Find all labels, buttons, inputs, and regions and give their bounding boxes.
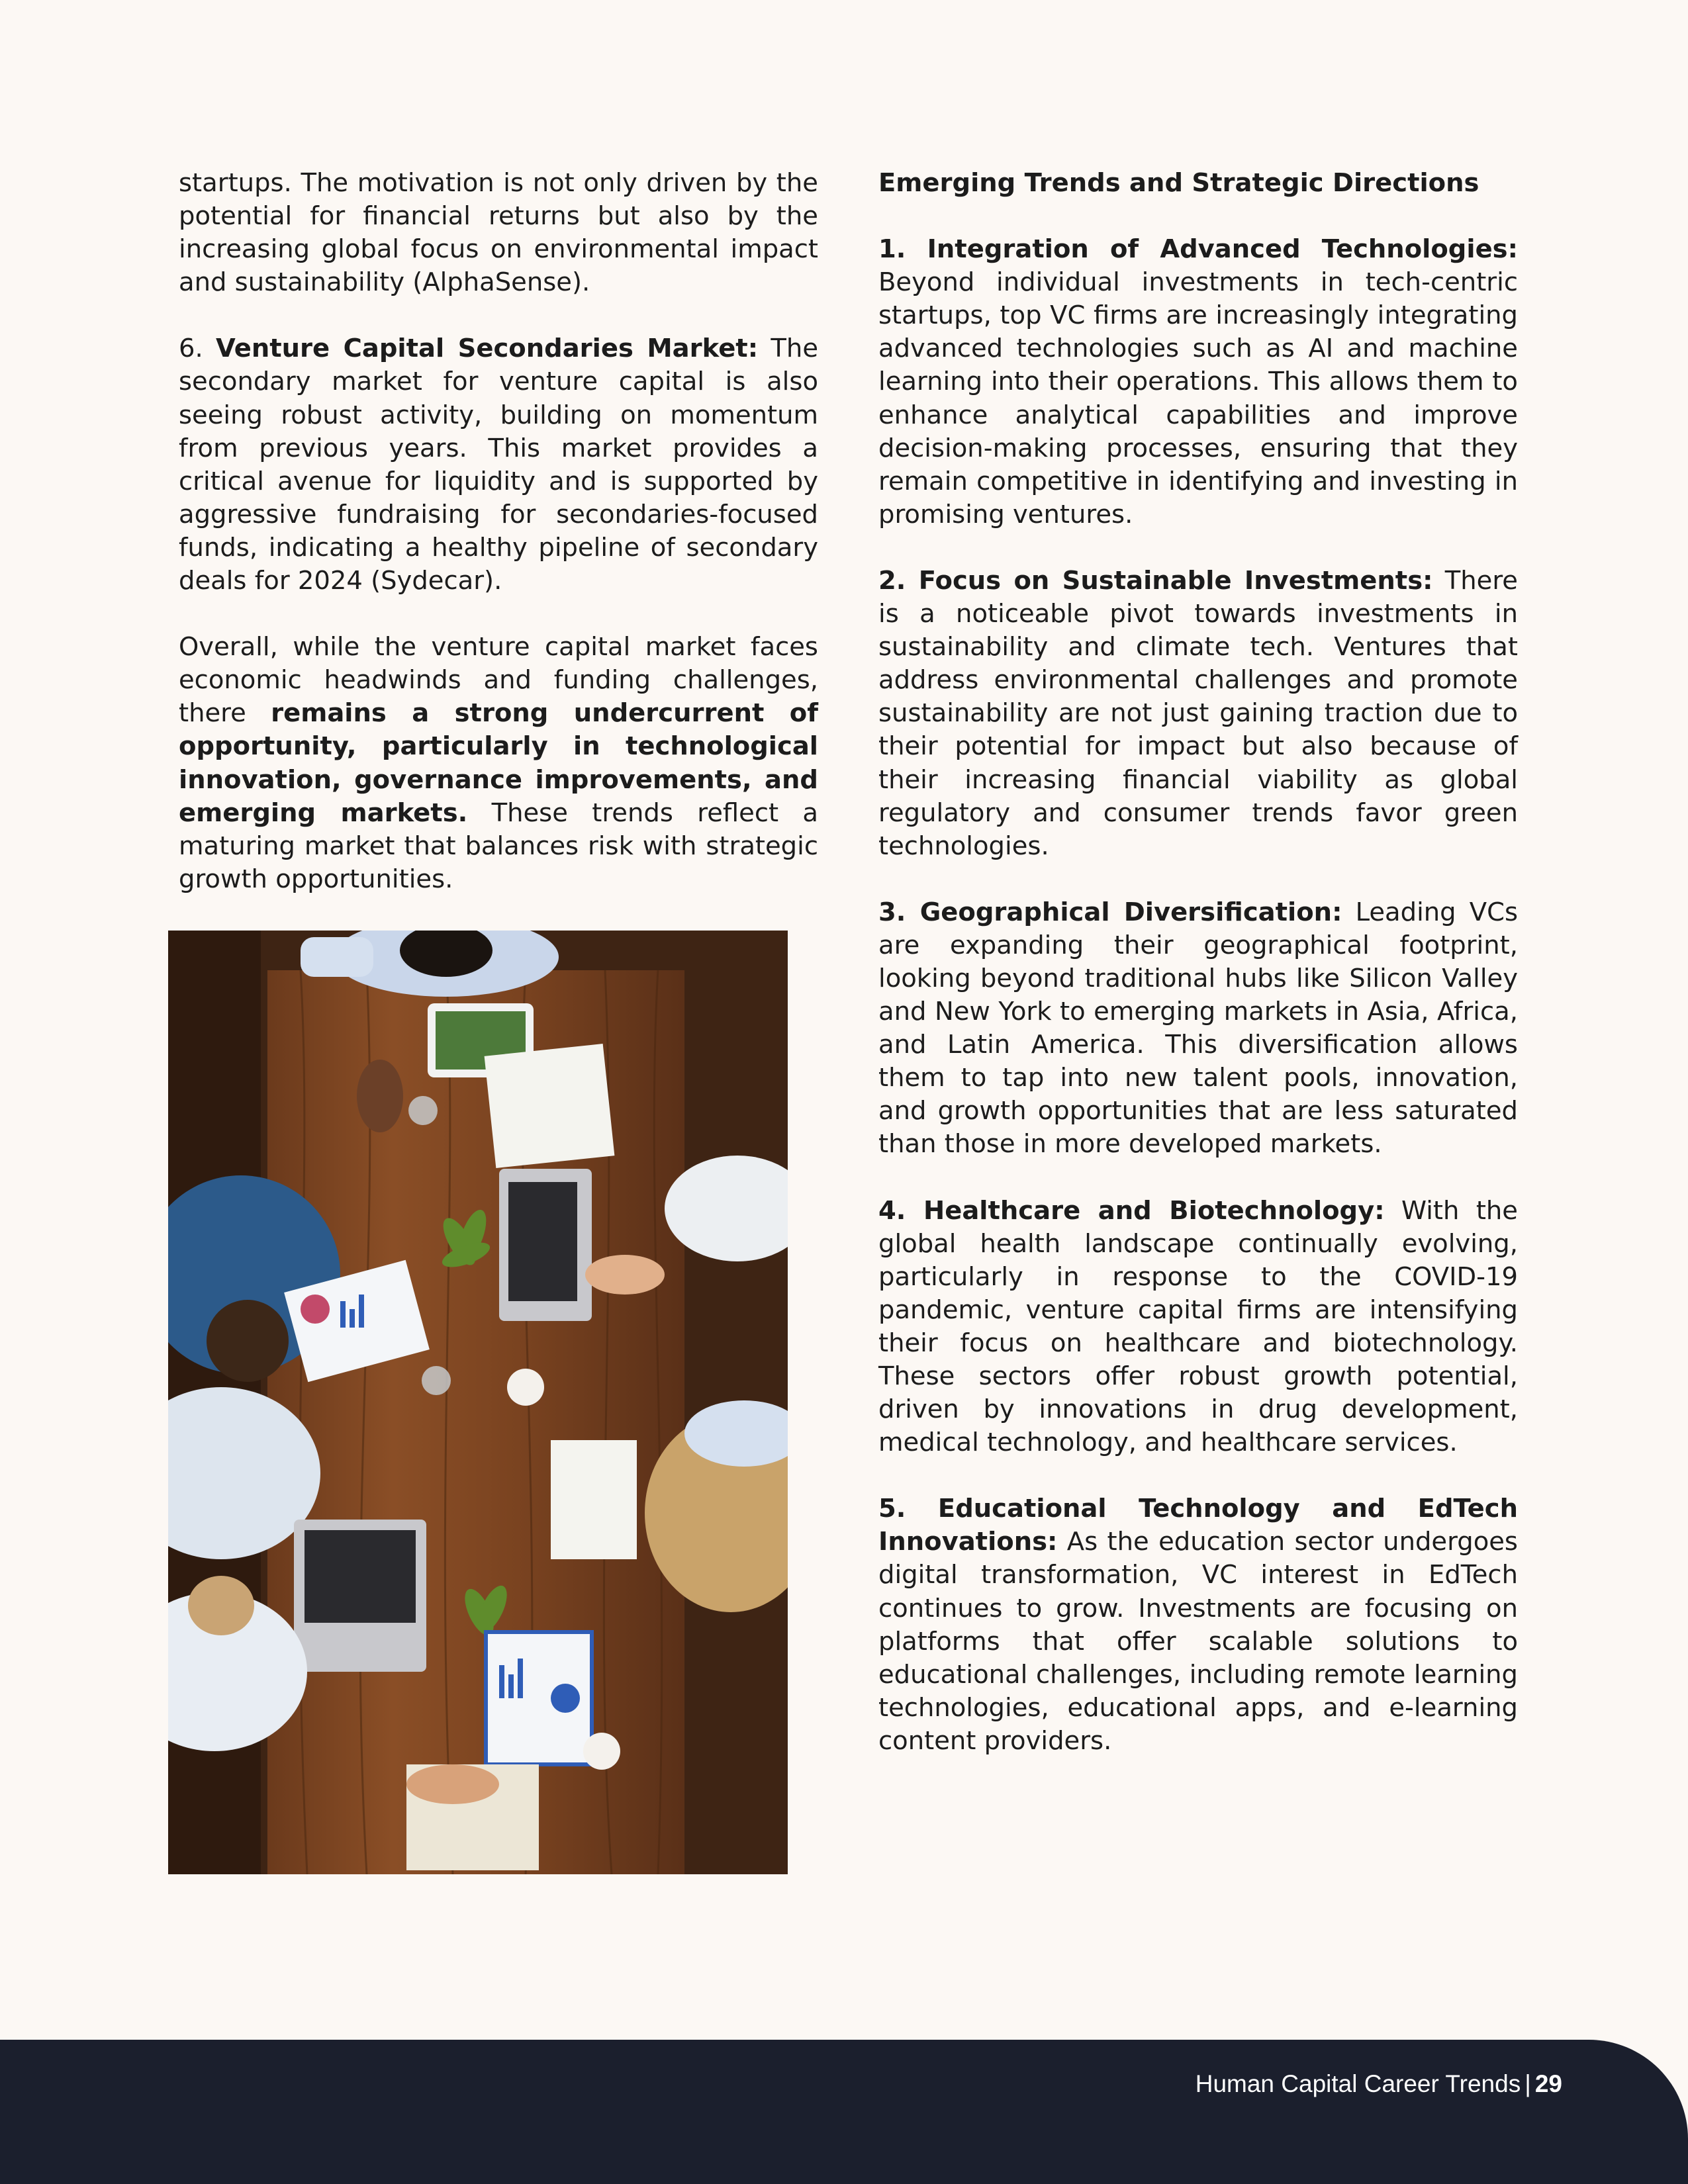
left-column [179,167,818,896]
meeting-photo [168,931,788,1874]
paragraph-secondaries-market [179,332,818,598]
trend-body: Leading VCs are expanding their geographical footprint, looking beyond traditional hubs like Silicon Valley and New York to emerging markets in Asia, Africa, and Latin America. This diversification allows them to tap into new talent pools, innovation, and growth opportunities that are less saturated than those in more developed markets. [878,897,1519,1160]
right-column [878,167,1518,1758]
trend-item [878,565,1518,863]
footer-bar [0,2040,1688,2184]
summary-highlight: remains a strong undercurrent of opportunity, particularly in technological innovation, governance improvements, and emerging markets. [179,698,818,828]
item-title: Venture Capital Secondaries Market: [216,334,759,364]
paragraph-sustainability-continued: startups. The motivation is not only driven by the potential for financial returns but also by the increasing global focus on environmental impact and sustainability (AlphaSense). [179,168,818,298]
page-number: 29 [1534,2070,1562,2097]
trend-item [878,233,1518,531]
trend-body: Beyond individual investments in tech-centric startups, top VC firms are increasingly integrating advanced technologies such as AI and machine learning into their operations. This allows them to enhance analytical capabilities and improve decision-making processes, ensuring that they remain competitive in identifying and investing in promising ventures. [878,267,1518,529]
trend-body: As the education sector undergoes digital transformation, VC interest in EdTech continues to grow. Investments are focusing on platforms that offer scalable solutions to educational challenges, including remote learning technologies, educational apps, and e-learning content providers. [878,1527,1518,1756]
trend-title: 1. Integration of Advanced Technologies: [878,234,1518,265]
trend-title: 4. Healthcare and Biotechnology: [878,1195,1385,1226]
trend-title: 2. Focus on Sustainable Investments: [878,565,1433,596]
item-body: The secondary market for venture capital is also seeing robust activity, building on momentum from previous years. This market provides a critical avenue for liquidity and is supported by aggressive fundraising for secondaries-focused funds, indicating a healthy pipeline of secondary deals for 2024 (Sydecar). [179,334,818,596]
item-number: 6. [179,334,216,364]
footer-separator: | [1524,2070,1531,2097]
paragraph-overall-summary [179,631,818,896]
footer-label [1196,2070,1562,2098]
summary-outro: These trends reflect a maturing market that balances risk with strategic growth opportunities. [179,797,818,894]
trend-title: 3. Geographical Diversification: [878,897,1342,927]
trend-title: 5. Educational Technology and EdTech Innovations: [878,1494,1518,1557]
section-heading: Emerging Trends and Strategic Directions [878,168,1479,198]
trend-item [878,1195,1518,1460]
summary-intro: Overall, while the venture capital market faces economic headwinds and funding challenges, there [179,632,818,729]
trend-item [878,1492,1518,1758]
footer-title: Human Capital Career Trends [1195,2070,1521,2097]
trend-item [878,896,1518,1161]
trend-body: There is a noticeable pivot towards investments in sustainability and climate tech. Ventures that address environmental challenges and promote sustainability are not just gaining traction due to their potential for impact but also because of their increasing financial viability as global regulatory and consumer trends favor green technologies. [878,565,1518,861]
trend-body: With the global health landscape continually evolving, particularly in response to the COVID-19 pandemic, venture capital firms are intensifying their focus on healthcare and biotechnology. These sectors offer robust growth potential, driven by innovations in drug development, medical technology, and healthcare services. [878,1195,1518,1458]
